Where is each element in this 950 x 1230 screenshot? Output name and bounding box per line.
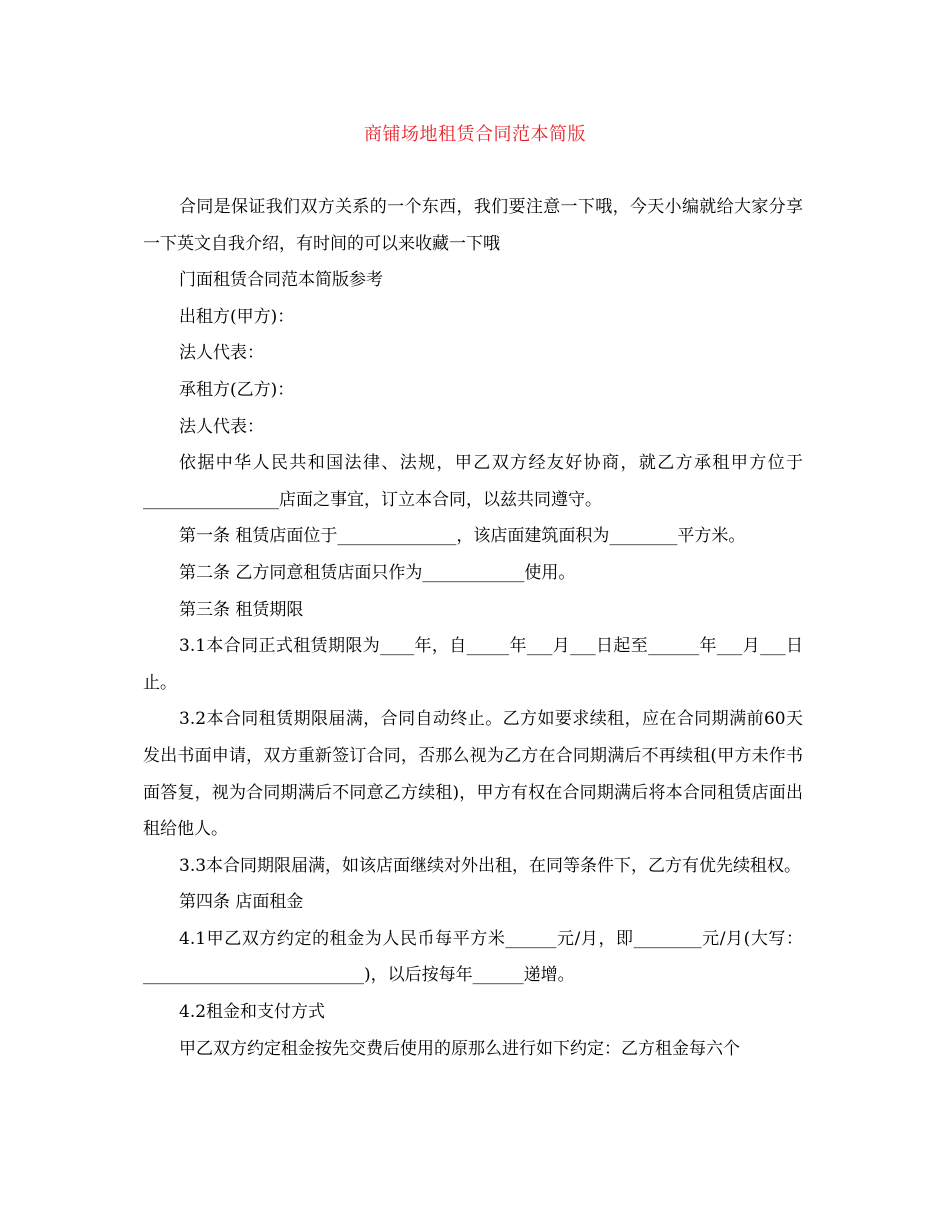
paragraph-payment: 甲乙双方约定租金按先交费后使用的原那么进行如下约定：乙方租金每六个 (179, 1038, 740, 1059)
paragraph-clause-4-1: 4.1甲乙双方约定的租金为人民币每平方米______元/月，即________元/月(大写：__________________________)，以后按每年______递增。 (143, 928, 803, 986)
paragraph-clause-3-2: 3.2本合同租赁期限届满，合同自动终止。乙方如要求续租，应在合同期满前60天发出书面申请，双方重新签订合同，否那么视为乙方在合同期满后不再续租(甲方未作书面答复，视为合同期满后不同意乙方续租)，甲方有权在合同期满后将本合同租赁店面出租给他人。 (143, 709, 803, 840)
paragraph-lessee-rep: 法人代表： (179, 416, 264, 437)
paragraph-article-2: 第二条 乙方同意租赁店面只作为____________使用。 (179, 562, 576, 583)
paragraph-clause-4-2: 4.2租金和支付方式 (179, 1002, 326, 1023)
paragraph-reference: 门面租赁合同范本简版参考 (179, 270, 383, 291)
paragraph-article-1: 第一条 租赁店面位于______________，该店面建筑面积为________平方米。 (179, 526, 746, 547)
document-body (143, 189, 803, 1067)
paragraph-intro: 合同是保证我们双方关系的一个东西，我们要注意一下哦，今天小编就给大家分享一下英文自我介绍，有时间的可以来收藏一下哦 (143, 197, 803, 254)
paragraph-lessor-rep: 法人代表： (179, 343, 264, 364)
paragraph-clause-3-1: 3.1本合同正式租赁期限为____年，自_____年___月___日起至______年___月___日止。 (143, 636, 803, 693)
paragraph-article-3: 第三条 租赁期限 (179, 599, 304, 620)
paragraph-lessor: 出租方(甲方)： (179, 306, 295, 327)
paragraph-lessee: 承租方(乙方)： (179, 379, 295, 400)
document-title: 商铺场地租赁合同范本简版 (364, 124, 586, 145)
paragraph-clause-3-3: 3.3本合同期限届满，如该店面继续对外出租，在同等条件下，乙方有优先续租权。 (179, 855, 802, 876)
paragraph-preamble: 依据中华人民共和国法律、法规，甲乙双方经友好协商，就乙方承租甲方位于________________店面之事宜，订立本合同，以兹共同遵守。 (143, 453, 803, 510)
paragraph-article-4: 第四条 店面租金 (179, 892, 304, 913)
